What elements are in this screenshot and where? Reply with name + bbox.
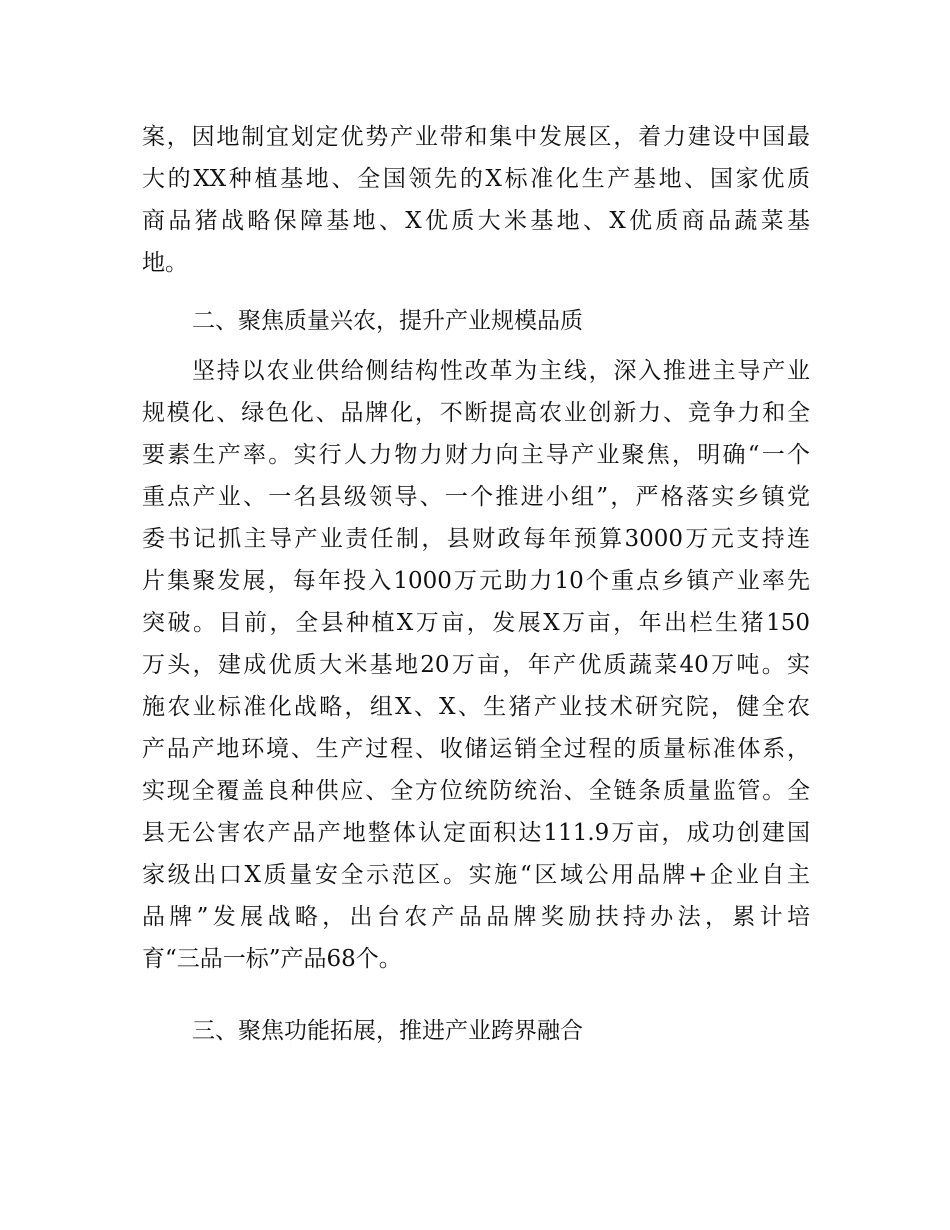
text-line: 坚持以农业供给侧结构性改革为主线，深入推进主导产业 [192, 358, 810, 384]
text-line: 施农业标准化战略，组X、X、生猪产业技术研究院，健全农 [142, 694, 810, 720]
text-line: 品牌”发展战略，出台农产品品牌奖励扶持办法，累计培 [142, 904, 810, 930]
text-line: 重点产业、一名县级领导、一个推进小组”，严格落实乡镇党 [142, 484, 810, 510]
text-line: 万头，建成优质大米基地20万亩，年产优质蔬菜40万吨。实 [142, 652, 810, 678]
text-line: 要素生产率。实行人力物力财力向主导产业聚焦，明确“一个 [142, 442, 810, 468]
text-line: 商品猪战略保障基地、X优质大米基地、X优质商品蔬菜基 [142, 208, 810, 234]
text-line: 家级出口X质量安全示范区。实施“区域公用品牌+企业自主 [142, 862, 810, 888]
text-line: 地。 [142, 250, 188, 276]
section-heading-2 [142, 300, 810, 342]
text-line: 突破。目前，全县种植X万亩，发展X万亩，年出栏生猪150 [142, 610, 810, 636]
paragraph-quality [142, 350, 810, 980]
section-heading-3 [142, 1010, 810, 1052]
text-line: 县无公害农产品产地整体认定面积达111.9万亩，成功创建国 [142, 820, 810, 846]
heading-text: 三、聚焦功能拓展，推进产业跨界融合 [192, 1018, 583, 1044]
text-line: 实现全覆盖良种供应、全方位统防统治、全链条质量监管。全 [142, 778, 810, 804]
text-line: 大的XX种植基地、全国领先的X标准化生产基地、国家优质 [142, 166, 810, 192]
text-line: 产品产地环境、生产过程、收储运销全过程的质量标准体系， [142, 736, 810, 762]
text-line: 委书记抓主导产业责任制，县财政每年预算3000万元支持连 [142, 526, 810, 552]
text-line: 片集聚发展，每年投入1000万元助力10个重点乡镇产业率先 [142, 568, 810, 594]
heading-text: 二、聚焦质量兴农，提升产业规模品质 [192, 308, 583, 334]
text-line: 案，因地制宜划定优势产业带和集中发展区，着力建设中国最 [142, 124, 810, 150]
paragraph-continuation [142, 116, 810, 284]
text-line: 规模化、绿色化、品牌化，不断提高农业创新力、竞争力和全 [142, 400, 810, 426]
text-line: 育“三品一标”产品68个。 [142, 946, 402, 972]
